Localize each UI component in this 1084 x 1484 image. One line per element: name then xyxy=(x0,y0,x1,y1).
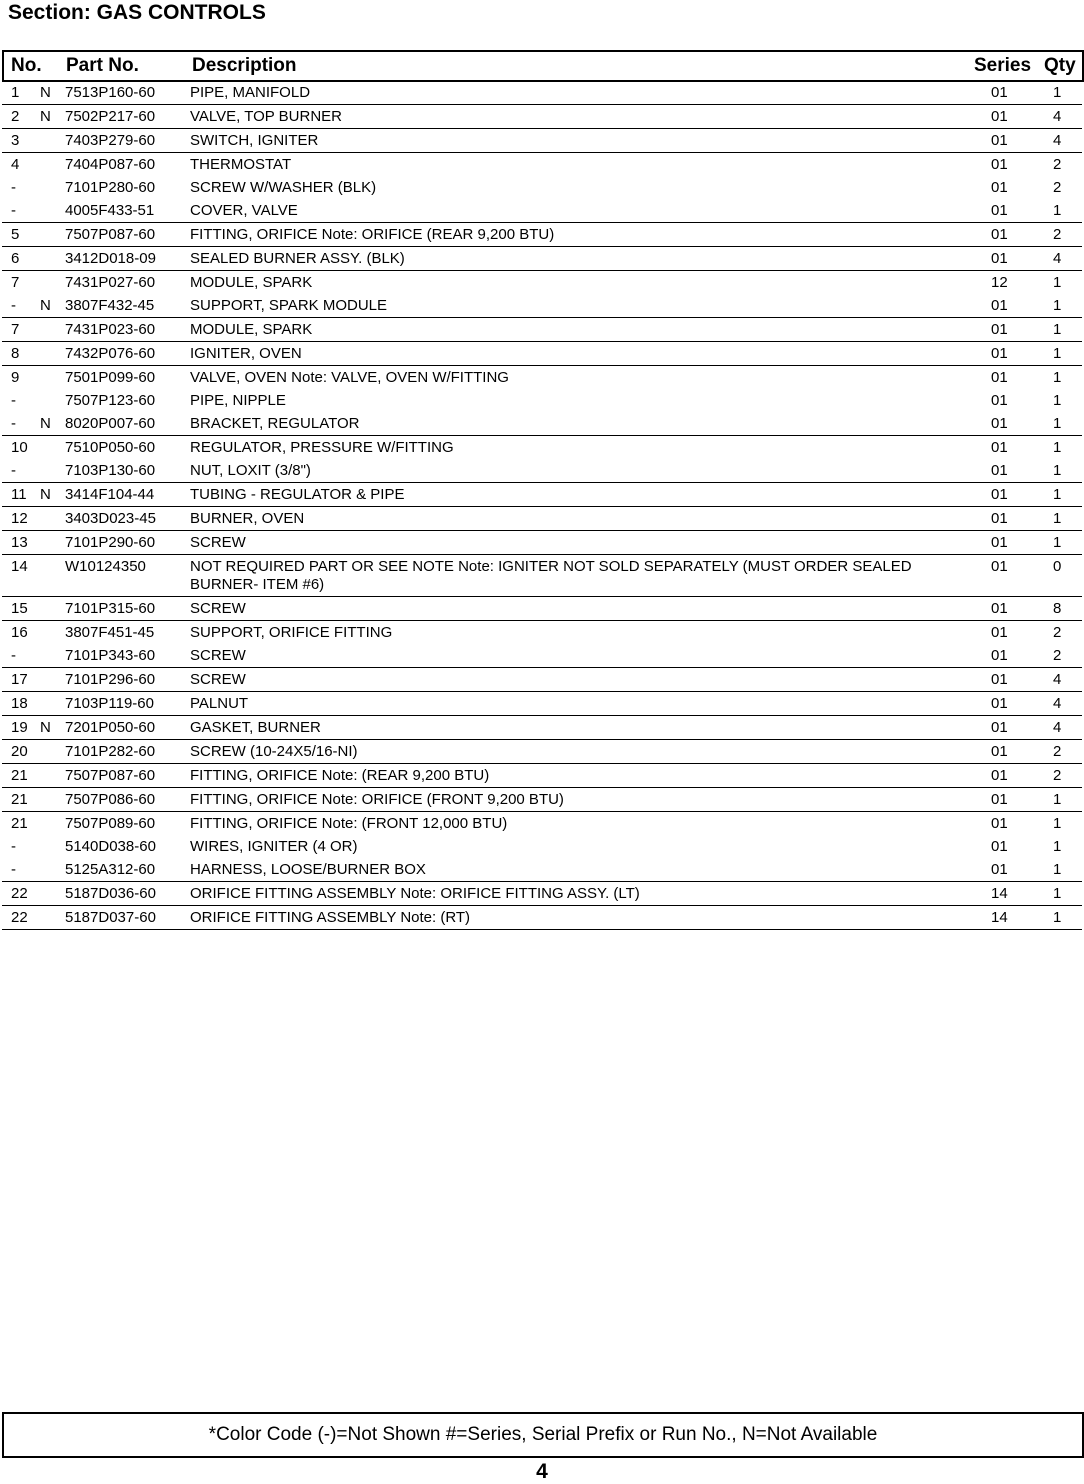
row-no: 11 xyxy=(11,486,27,503)
row-no: 17 xyxy=(11,671,28,688)
row-no: 21 xyxy=(11,791,28,808)
row-qty: 1 xyxy=(1053,439,1062,456)
table-row xyxy=(2,858,1082,882)
row-no: - xyxy=(11,415,16,432)
row-description: SCREW xyxy=(190,647,246,664)
row-description: ORIFICE FITTING ASSEMBLY Note: (RT) xyxy=(190,909,471,926)
row-description: SUPPORT, ORIFICE FITTING xyxy=(190,624,393,641)
row-part-number: 7432P076-60 xyxy=(65,345,156,362)
row-series: 12 xyxy=(991,274,1008,291)
table-row xyxy=(2,507,1082,531)
row-qty: 1 xyxy=(1053,791,1062,808)
row-series: 14 xyxy=(991,909,1008,926)
row-series: 01 xyxy=(991,838,1008,855)
row-series: 14 xyxy=(991,885,1008,902)
row-part-number: 7101P343-60 xyxy=(65,647,156,664)
row-description: PIPE, MANIFOLD xyxy=(190,84,311,101)
col-no-header: No. xyxy=(11,55,42,76)
row-description: NOT REQUIRED PART OR SEE NOTE Note: IGNITER NOT SOLD SEPARATELY (MUST ORDER SEALED BURNER- ITEM #6) xyxy=(190,558,912,593)
row-no: 7 xyxy=(11,321,20,338)
row-availability: N xyxy=(40,297,51,314)
row-no: 21 xyxy=(11,815,28,832)
row-series: 01 xyxy=(991,815,1008,832)
row-series: 01 xyxy=(991,369,1008,386)
row-no: 8 xyxy=(11,345,20,362)
row-no: - xyxy=(11,861,16,878)
row-no: 22 xyxy=(11,885,28,902)
table-row xyxy=(2,81,1082,105)
row-series: 01 xyxy=(991,558,1008,575)
row-no: 18 xyxy=(11,695,28,712)
table-row xyxy=(2,129,1082,153)
row-series: 01 xyxy=(991,510,1008,527)
row-series: 01 xyxy=(991,415,1008,432)
table-row xyxy=(2,644,1082,668)
row-description: SWITCH, IGNITER xyxy=(190,132,319,149)
row-availability: N xyxy=(40,415,51,432)
table-row xyxy=(2,906,1082,930)
row-description: THERMOSTAT xyxy=(190,156,292,173)
row-qty: 1 xyxy=(1053,534,1062,551)
row-description: SCREW xyxy=(190,534,246,551)
row-series: 01 xyxy=(991,321,1008,338)
row-qty: 1 xyxy=(1053,202,1062,219)
row-qty: 1 xyxy=(1053,885,1062,902)
row-description: BRACKET, REGULATOR xyxy=(190,415,360,432)
row-part-number: 7507P089-60 xyxy=(65,815,156,832)
table-row xyxy=(2,318,1082,342)
row-series: 01 xyxy=(991,861,1008,878)
table-row xyxy=(2,176,1082,199)
row-availability: N xyxy=(40,486,51,503)
page-title: Section: GAS CONTROLS xyxy=(8,1,266,24)
col-qty-header: Qty xyxy=(1044,55,1076,76)
row-description: VALVE, OVEN Note: VALVE, OVEN W/FITTING xyxy=(190,369,509,386)
row-series: 01 xyxy=(991,345,1008,362)
table-row xyxy=(2,555,1082,597)
row-description: FITTING, ORIFICE Note: ORIFICE (REAR 9,200 BTU) xyxy=(190,226,555,243)
table-row xyxy=(2,199,1082,223)
row-part-number: 7101P315-60 xyxy=(65,600,156,617)
row-part-number: 7501P099-60 xyxy=(65,369,156,386)
row-description: IGNITER, OVEN xyxy=(190,345,302,362)
row-part-number: 8020P007-60 xyxy=(65,415,156,432)
row-series: 01 xyxy=(991,392,1008,409)
row-part-number: 7101P296-60 xyxy=(65,671,156,688)
row-qty: 1 xyxy=(1053,84,1062,101)
row-no: 3 xyxy=(11,132,20,149)
row-qty: 1 xyxy=(1053,369,1062,386)
row-series: 01 xyxy=(991,767,1008,784)
row-part-number: W10124350 xyxy=(65,558,146,575)
row-part-number: 7103P130-60 xyxy=(65,462,156,479)
row-description: COVER, VALVE xyxy=(190,202,298,219)
row-part-number: 7507P087-60 xyxy=(65,767,156,784)
row-series: 01 xyxy=(991,486,1008,503)
parts-table xyxy=(2,81,1082,930)
row-no: 22 xyxy=(11,909,28,926)
row-no: 16 xyxy=(11,624,28,641)
row-availability: N xyxy=(40,84,51,101)
row-part-number: 7101P282-60 xyxy=(65,743,156,760)
row-description: NUT, LOXIT (3/8") xyxy=(190,462,311,479)
row-series: 01 xyxy=(991,791,1008,808)
row-series: 01 xyxy=(991,695,1008,712)
table-row xyxy=(2,153,1082,176)
row-series: 01 xyxy=(991,132,1008,149)
row-qty: 0 xyxy=(1053,558,1062,575)
table-row xyxy=(2,668,1082,692)
col-part-header: Part No. xyxy=(66,55,139,76)
row-no: 7 xyxy=(11,274,20,291)
row-no: 10 xyxy=(11,439,28,456)
row-qty: 4 xyxy=(1053,250,1062,267)
table-row xyxy=(2,716,1082,740)
table-row xyxy=(2,436,1082,459)
row-series: 01 xyxy=(991,600,1008,617)
row-qty: 1 xyxy=(1053,345,1062,362)
table-header xyxy=(2,50,1084,82)
row-no: 9 xyxy=(11,369,20,386)
col-desc-header: Description xyxy=(192,55,297,76)
row-series: 01 xyxy=(991,439,1008,456)
row-part-number: 7507P123-60 xyxy=(65,392,156,409)
row-series: 01 xyxy=(991,719,1008,736)
row-no: 1 xyxy=(11,84,20,101)
row-no: 14 xyxy=(11,558,28,575)
row-series: 01 xyxy=(991,671,1008,688)
table-row xyxy=(2,531,1082,555)
row-description: FITTING, ORIFICE Note: ORIFICE (FRONT 9,200 BTU) xyxy=(190,791,564,808)
row-no: 12 xyxy=(11,510,28,527)
page-number: 4 xyxy=(536,1460,548,1483)
row-no: - xyxy=(11,202,16,219)
legend-footer: *Color Code (-)=Not Shown #=Series, Serial Prefix or Run No., N=Not Available xyxy=(2,1412,1084,1458)
table-row xyxy=(2,342,1082,366)
row-qty: 1 xyxy=(1053,838,1062,855)
table-row xyxy=(2,764,1082,788)
row-qty: 1 xyxy=(1053,321,1062,338)
row-part-number: 7510P050-60 xyxy=(65,439,156,456)
row-qty: 2 xyxy=(1053,179,1062,196)
row-qty: 4 xyxy=(1053,719,1062,736)
table-row xyxy=(2,105,1082,129)
table-row xyxy=(2,412,1082,436)
row-no: 20 xyxy=(11,743,28,760)
row-description: TUBING - REGULATOR & PIPE xyxy=(190,486,405,503)
row-qty: 1 xyxy=(1053,462,1062,479)
row-availability: N xyxy=(40,719,51,736)
row-part-number: 7403P279-60 xyxy=(65,132,156,149)
row-no: - xyxy=(11,179,16,196)
row-part-number: 7507P086-60 xyxy=(65,791,156,808)
row-part-number: 5125A312-60 xyxy=(65,861,156,878)
row-no: 5 xyxy=(11,226,20,243)
table-row xyxy=(2,812,1082,835)
row-no: - xyxy=(11,647,16,664)
table-row xyxy=(2,692,1082,716)
row-description: PIPE, NIPPLE xyxy=(190,392,286,409)
row-qty: 2 xyxy=(1053,226,1062,243)
row-no: 2 xyxy=(11,108,20,125)
row-description: MODULE, SPARK xyxy=(190,321,313,338)
row-part-number: 7101P280-60 xyxy=(65,179,156,196)
row-part-number: 3412D018-09 xyxy=(65,250,156,267)
row-part-number: 7404P087-60 xyxy=(65,156,156,173)
row-description: VALVE, TOP BURNER xyxy=(190,108,342,125)
row-qty: 1 xyxy=(1053,815,1062,832)
row-description: MODULE, SPARK xyxy=(190,274,313,291)
row-availability: N xyxy=(40,108,51,125)
row-qty: 1 xyxy=(1053,861,1062,878)
row-description: PALNUT xyxy=(190,695,249,712)
table-row xyxy=(2,835,1082,858)
row-description: SEALED BURNER ASSY. (BLK) xyxy=(190,250,405,267)
table-row xyxy=(2,459,1082,483)
row-description: SCREW (10-24X5/16-NI) xyxy=(190,743,358,760)
row-part-number: 5140D038-60 xyxy=(65,838,156,855)
row-part-number: 7502P217-60 xyxy=(65,108,156,125)
row-description: WIRES, IGNITER (4 OR) xyxy=(190,838,358,855)
row-qty: 2 xyxy=(1053,624,1062,641)
row-qty: 1 xyxy=(1053,297,1062,314)
row-qty: 4 xyxy=(1053,671,1062,688)
table-row xyxy=(2,389,1082,412)
row-qty: 1 xyxy=(1053,392,1062,409)
table-row xyxy=(2,247,1082,271)
row-description: SUPPORT, SPARK MODULE xyxy=(190,297,387,314)
row-series: 01 xyxy=(991,226,1008,243)
row-description: FITTING, ORIFICE Note: (FRONT 12,000 BTU) xyxy=(190,815,508,832)
col-series-header: Series xyxy=(974,55,1032,76)
table-row xyxy=(2,366,1082,389)
row-part-number: 5187D036-60 xyxy=(65,885,156,902)
row-qty: 2 xyxy=(1053,743,1062,760)
row-part-number: 3403D023-45 xyxy=(65,510,156,527)
row-no: 6 xyxy=(11,250,20,267)
row-qty: 1 xyxy=(1053,415,1062,432)
row-qty: 2 xyxy=(1053,156,1062,173)
row-no: - xyxy=(11,462,16,479)
row-description: REGULATOR, PRESSURE W/FITTING xyxy=(190,439,454,456)
row-no: 15 xyxy=(11,600,28,617)
row-qty: 4 xyxy=(1053,132,1062,149)
row-no: 19 xyxy=(11,719,28,736)
table-row xyxy=(2,597,1082,621)
row-qty: 1 xyxy=(1053,909,1062,926)
row-part-number: 3807F451-45 xyxy=(65,624,155,641)
row-description: GASKET, BURNER xyxy=(190,719,321,736)
row-qty: 1 xyxy=(1053,486,1062,503)
row-qty: 2 xyxy=(1053,647,1062,664)
row-part-number: 5187D037-60 xyxy=(65,909,156,926)
row-qty: 8 xyxy=(1053,600,1062,617)
row-part-number: 7431P027-60 xyxy=(65,274,156,291)
row-part-number: 3414F104-44 xyxy=(65,486,155,503)
row-part-number: 3807F432-45 xyxy=(65,297,155,314)
row-qty: 1 xyxy=(1053,510,1062,527)
row-qty: 4 xyxy=(1053,695,1062,712)
row-description: BURNER, OVEN xyxy=(190,510,305,527)
table-row xyxy=(2,271,1082,294)
row-qty: 1 xyxy=(1053,274,1062,291)
row-series: 01 xyxy=(991,743,1008,760)
row-description: SCREW W/WASHER (BLK) xyxy=(190,179,377,196)
row-no: - xyxy=(11,392,16,409)
row-series: 01 xyxy=(991,534,1008,551)
row-no: 13 xyxy=(11,534,28,551)
row-series: 01 xyxy=(991,647,1008,664)
row-series: 01 xyxy=(991,156,1008,173)
row-description: SCREW xyxy=(190,600,246,617)
row-description: HARNESS, LOOSE/BURNER BOX xyxy=(190,861,426,878)
row-no: 21 xyxy=(11,767,28,784)
row-no: - xyxy=(11,838,16,855)
row-part-number: 7103P119-60 xyxy=(65,695,154,712)
table-row xyxy=(2,788,1082,812)
table-row xyxy=(2,483,1082,507)
table-row xyxy=(2,223,1082,247)
row-part-number: 7431P023-60 xyxy=(65,321,156,338)
row-series: 01 xyxy=(991,250,1008,267)
row-series: 01 xyxy=(991,179,1008,196)
table-row xyxy=(2,294,1082,318)
table-row xyxy=(2,740,1082,764)
row-qty: 4 xyxy=(1053,108,1062,125)
row-description: SCREW xyxy=(190,671,246,688)
row-part-number: 4005F433-51 xyxy=(65,202,155,219)
table-row xyxy=(2,882,1082,906)
row-part-number: 7513P160-60 xyxy=(65,84,156,101)
row-part-number: 7101P290-60 xyxy=(65,534,156,551)
row-part-number: 7507P087-60 xyxy=(65,226,156,243)
row-description: FITTING, ORIFICE Note: (REAR 9,200 BTU) xyxy=(190,767,490,784)
row-part-number: 7201P050-60 xyxy=(65,719,156,736)
row-description: ORIFICE FITTING ASSEMBLY Note: ORIFICE FITTING ASSY. (LT) xyxy=(190,885,640,902)
row-no: 4 xyxy=(11,156,20,173)
row-series: 01 xyxy=(991,84,1008,101)
row-series: 01 xyxy=(991,297,1008,314)
table-row xyxy=(2,621,1082,644)
row-no: - xyxy=(11,297,16,314)
row-series: 01 xyxy=(991,108,1008,125)
row-qty: 2 xyxy=(1053,767,1062,784)
row-series: 01 xyxy=(991,624,1008,641)
row-series: 01 xyxy=(991,462,1008,479)
row-series: 01 xyxy=(991,202,1008,219)
